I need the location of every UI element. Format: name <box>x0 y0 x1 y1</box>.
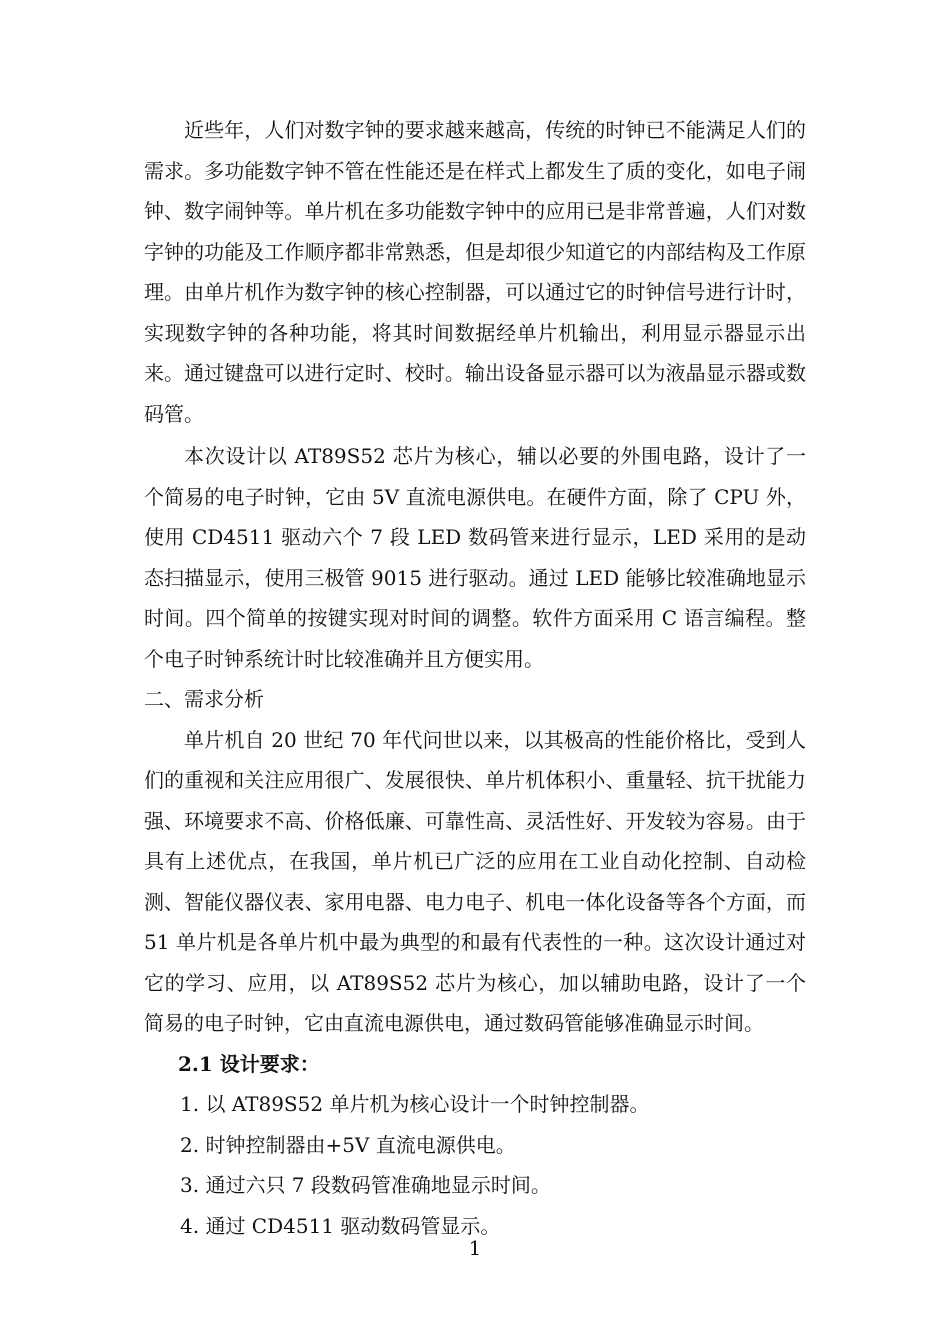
subsection-number: 2.1 <box>178 1051 213 1076</box>
design-overview-paragraph: 本次设计以 AT89S52 芯片为核心，辅以必要的外围电路，设计了一个简易的电子时钟，它由 5V 直流电源供电。在硬件方面，除了 CPU 外，使用 CD4511 驱动六个 7 段 LED 数码管来进行显示，LED 采用的是动态扫描显示，使用三极管 9015 进行驱动。通过 LED 能够比较准确地显示时间。四个简单的按键实现对时间的调整。软件方面采用 C 语言编程。整个电子时钟系统计时比较准确并且方便实用。 <box>144 444 806 671</box>
document-page <box>144 110 806 1246</box>
list-item: 3. 通过六只 7 段数码管准确地显示时间。 <box>180 1173 551 1197</box>
requirements-list <box>144 1084 806 1246</box>
page-number: 1 <box>468 1236 482 1260</box>
requirements-analysis-paragraph: 单片机自 20 世纪 70 年代问世以来，以其极高的性能价格比，受到人们的重视和关注应用很广、发展很快、单片机体积小、重量轻、抗干扰能力强、环境要求不高、价格低廉、可靠性高、灵活性好、开发较为容易。由于具有上述优点，在我国，单片机已广泛的应用在工业自动化控制、自动检测、智能仪器仪表、家用电器、电力电子、机电一体化设备等各个方面，而 51 单片机是各单片机中最为典型的和最有代表性的一种。这次设计通过对它的学习、应用，以 AT89S52 芯片为核心，加以辅助电路，设计了一个简易的电子时钟，它由直流电源供电，通过数码管能够准确显示时间。 <box>144 727 806 1035</box>
intro-paragraph: 近些年，人们对数字钟的要求越来越高，传统的时钟已不能满足人们的需求。多功能数字钟不管在性能还是在样式上都发生了质的变化，如电子闹钟、数字闹钟等。单片机在多功能数字钟中的应用已是非常普遍，人们对数字钟的功能及工作顺序都非常熟悉，但是却很少知道它的内部结构及工作原理。由单片机作为数字钟的核心控制器，可以通过它的时钟信号进行计时，实现数字钟的各种功能，将其时间数据经单片机输出，利用显示器显示出来。通过键盘可以进行定时、校时。输出设备显示器可以为液晶显示器或数码管。 <box>144 118 806 426</box>
subsection-title: 设计要求： <box>219 1051 320 1076</box>
list-item: 4. 通过 CD4511 驱动数码管显示。 <box>180 1213 501 1238</box>
list-item: 1. 以 AT89S52 单片机为核心设计一个时钟控制器。 <box>180 1092 650 1116</box>
list-item: 2. 时钟控制器由+5V 直流电源供电。 <box>180 1132 516 1157</box>
subsection-heading-design-requirements <box>144 1044 806 1085</box>
section-heading-requirements-analysis: 二、需求分析 <box>144 687 264 711</box>
